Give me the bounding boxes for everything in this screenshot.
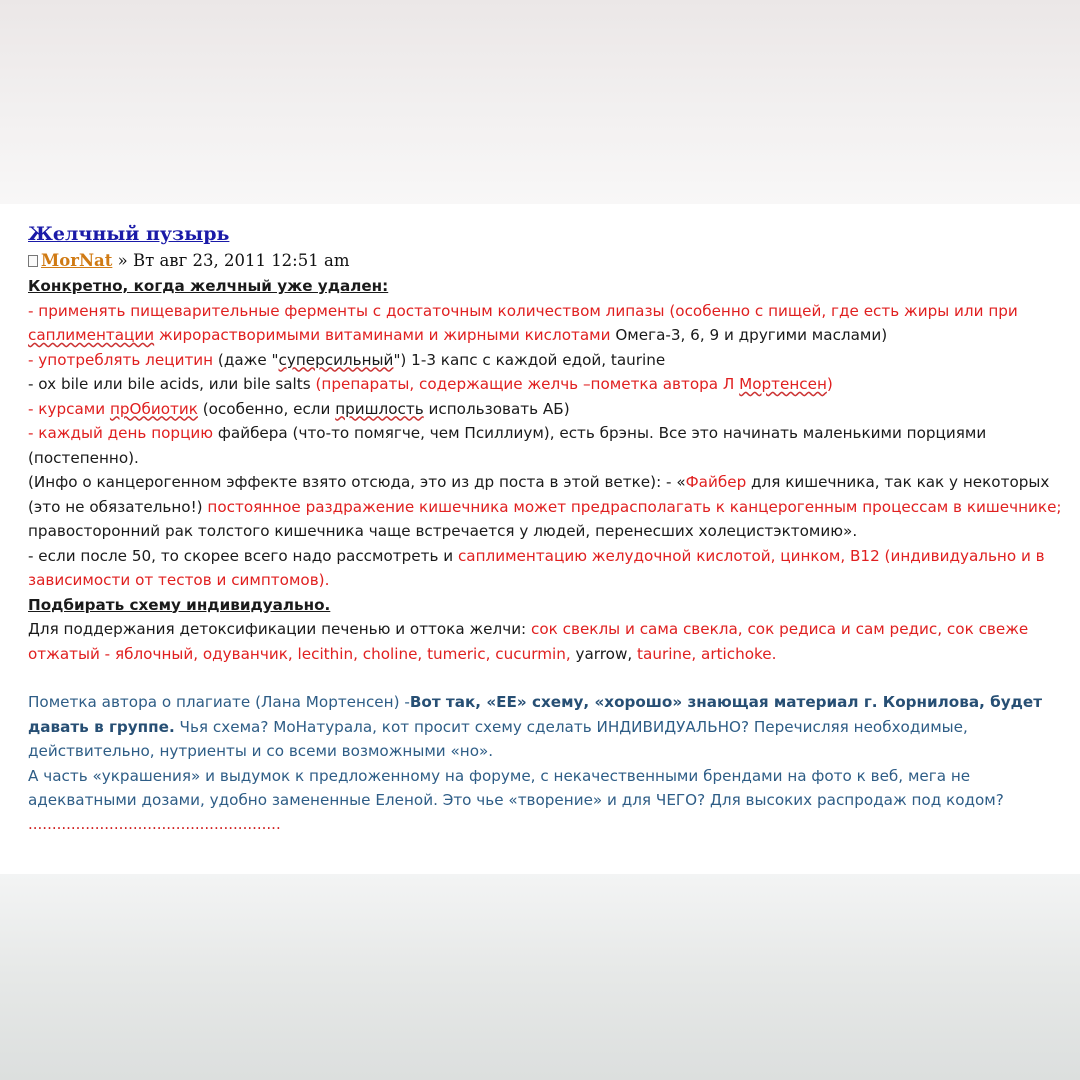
post-title-link[interactable]: Желчный пузырь bbox=[28, 223, 230, 245]
heading-individual: Подбирать схему индивидуально. bbox=[28, 595, 331, 614]
post-byline bbox=[28, 248, 1074, 274]
photo-bottom-band bbox=[0, 874, 1080, 1080]
byline-separator: » bbox=[112, 251, 133, 270]
post-date: Вт авг 23, 2011 12:51 am bbox=[132, 251, 350, 270]
item-enzymes: - применять пищеварительные ферменты с достаточным количеством липазы (особенно с пищей, где есть жиры или при саплиментации жирорастворимыми витаминами и жирными кислотами Омега-3, 6, 9 и другими маслами) bbox=[28, 301, 1018, 344]
item-fiber: - каждый день порцию файбера (что-то помягче, чем Псиллиум), есть брэны. Все это начинать маленькими порциями (постепенно). bbox=[28, 424, 987, 467]
item-detox: Для поддержания детоксификации печенью и оттока желчи: сок свеклы и сама свекла, сок редиса и сам редис, сок свеже отжатый - яблочный, одуванчик, lecithin, choline, tumeric, cucurmin, yarrow, taurine, artichoke. bbox=[28, 620, 1029, 663]
heading-removed: Конкретно, когда желчный уже удален: bbox=[28, 277, 389, 295]
post-icon bbox=[28, 255, 38, 267]
photo-top-band bbox=[0, 0, 1080, 204]
forum-post bbox=[28, 220, 1074, 835]
item-over-50: - если после 50, то скорее всего надо рассмотреть и саплиментацию желудочной кислотой, цинком, В12 (индивидуально и в зависимости от тестов и симптомов). bbox=[28, 546, 1045, 589]
item-lecithin: - употреблять лецитин (даже "суперсильный") 1-3 капс с каждой едой, taurine bbox=[28, 350, 666, 369]
item-bile: - ox bile или bile acids, или bile salts (препараты, содержащие желчь –пометка автора Л Мортенсен) bbox=[28, 375, 833, 393]
plagiarism-note-2: А часть «украшения» и выдумок к предложенному на форуме, с некачественными брендами на фото к веб, мега не адекватными дозами, удобно замененные Еленой. Это чье «творение» и для ЧЕГО? Для высоких распродаж под кодом? bbox=[28, 766, 1004, 809]
info-cancer: (Инфо о канцерогенном эффекте взято отсюда, это из др поста в этой ветке): - «Файбер для кишечника, так как у некоторых (это не обязательно!) постоянное раздражение кишечника может предрасполагать к канцерогенным процессам в кишечнике; правосторонний рак толстого кишечника чаще встречается у людей, перенесших холецистэктомию». bbox=[28, 473, 1062, 540]
item-probiotic: - курсами прОбиотик (особенно, если пришлость использовать АБ) bbox=[28, 399, 570, 418]
spacer bbox=[28, 666, 1074, 690]
plagiarism-note: Пометка автора о плагиате (Лана Мортенсен) -Вот так, «ЕЕ» схему, «хорошо» знающая материал г. Корнилова, будет давать в группе. Чья схема? МоНатурала, кот просит схему сделать ИНДИВИДУАЛЬНО? Перечисляя необходимые, действительно, нутриенты и со всеми возможными «но». bbox=[28, 693, 1043, 760]
dotted-separator: ..................................................... bbox=[28, 814, 281, 833]
author-link[interactable]: MorNat bbox=[41, 251, 113, 270]
